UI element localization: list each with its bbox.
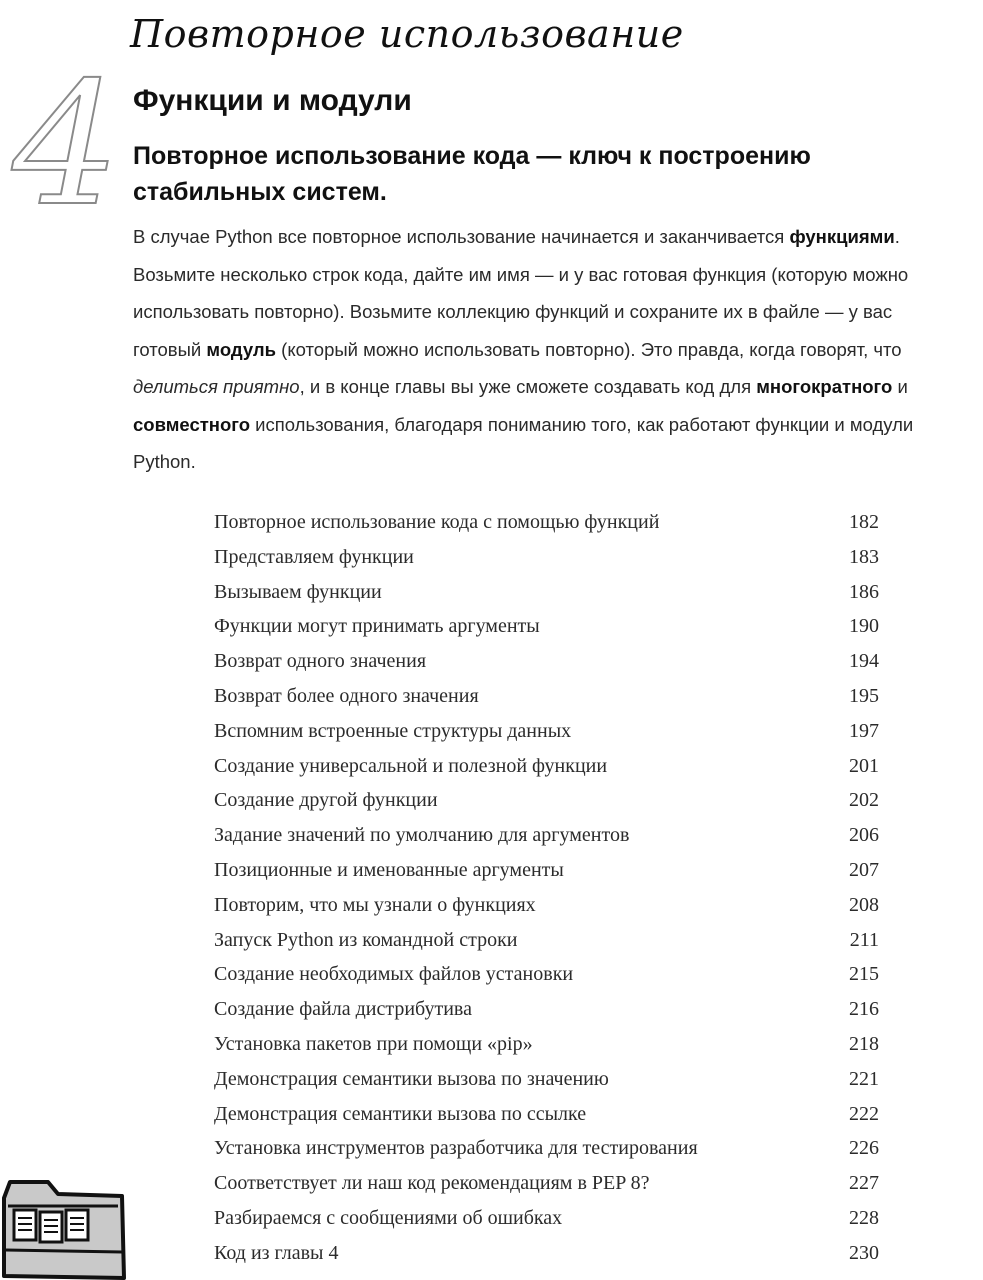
toc-entry-title: Создание необходимых файлов установки (214, 963, 574, 986)
toc-entry (214, 1201, 879, 1236)
toc-entry (214, 888, 879, 923)
toc-entry (214, 1131, 879, 1166)
toc-entry (214, 783, 879, 818)
intro-bold-shared: совместного (133, 413, 251, 435)
toc-entry-page: 201 (849, 754, 879, 777)
toc-entry (214, 1097, 879, 1132)
toc-entry-page: 194 (849, 650, 879, 673)
intro-text: и (892, 376, 908, 397)
toc-entry-title: Демонстрация семантики вызова по значению (214, 1067, 609, 1090)
toc-entry-title: Возврат одного значения (214, 650, 427, 673)
toc-entry-page: 228 (849, 1206, 879, 1229)
intro-text: использования, благодаря пониманию того, как работают функции и модули Python. (133, 413, 914, 472)
toc-entry (214, 575, 879, 610)
intro-text: , и в конце главы вы уже сможете создавать код для (299, 376, 757, 397)
toc-entry-page: 207 (849, 858, 879, 881)
intro-italic-share: делиться приятно (133, 376, 300, 397)
intro-text: (который можно использовать повторно). Это правда, когда говорят, что (276, 338, 902, 360)
toc-entry (214, 505, 879, 540)
toc-entry (214, 540, 879, 575)
toc-entry (214, 923, 879, 958)
toc-entry (214, 1062, 879, 1097)
toc-entry-page: 197 (849, 719, 879, 742)
toc-entry (214, 644, 879, 679)
toc-entry (214, 1236, 879, 1271)
section-title: Повторное использование (130, 12, 684, 56)
toc-entry-page: 221 (849, 1067, 879, 1090)
toc-entry-page: 215 (849, 963, 879, 986)
toc-entry (214, 749, 879, 784)
toc-entry-title: Установка пакетов при помощи «pip» (214, 1032, 533, 1055)
toc-entry-page: 216 (849, 998, 879, 1021)
toc-entry-page: 186 (849, 580, 879, 603)
toc-entry-page: 190 (849, 615, 879, 638)
chapter-title: Функции и модули (133, 84, 412, 117)
toc-entry-title: Разбираемся с сообщениями об ошибках (214, 1206, 563, 1229)
toc-entry-page: 218 (849, 1032, 879, 1055)
toc-entry-title: Код из главы 4 (214, 1241, 339, 1264)
toc-entry-page: 195 (849, 684, 879, 707)
toc-entry-page: 202 (849, 789, 879, 812)
table-of-contents (214, 505, 879, 1271)
toc-entry (214, 957, 879, 992)
toc-entry-page: 222 (849, 1102, 879, 1125)
toc-entry-page: 226 (849, 1137, 879, 1160)
toc-entry-title: Установка инструментов разработчика для тестирования (214, 1137, 698, 1160)
chapter-number: 4 (12, 46, 121, 244)
toc-entry-page: 206 (849, 824, 879, 847)
toc-entry-title: Создание файла дистрибутива (214, 998, 472, 1021)
toc-entry-title: Возврат более одного значения (214, 684, 479, 707)
toc-entry (214, 818, 879, 853)
toc-entry (214, 609, 879, 644)
intro-bold-reuse: многократного (756, 376, 893, 397)
toc-entry-title: Создание универсальной и полезной функции (214, 754, 608, 777)
toc-entry-title: Повторим, что мы узнали о функциях (214, 893, 536, 916)
toc-entry (214, 992, 879, 1027)
toc-entry (214, 1027, 879, 1062)
toc-entry (214, 679, 879, 714)
toc-entry-title: Вспомним встроенные структуры данных (214, 719, 572, 742)
toc-entry-title: Создание другой функции (214, 789, 438, 812)
toc-entry-page: 208 (849, 893, 879, 916)
toc-entry (214, 853, 879, 888)
intro-bold-module: модуль (206, 338, 277, 360)
toc-entry-page: 183 (849, 545, 879, 568)
toc-entry-title: Представляем функции (214, 545, 414, 568)
intro-text: В случае Python все повторное использование начинается и заканчивается (133, 226, 790, 247)
toc-entry-title: Функции могут принимать аргументы (214, 615, 540, 638)
toc-entry-title: Повторное использование кода с помощью функций (214, 511, 660, 533)
toc-entry-page: 182 (849, 511, 879, 533)
folder-with-files-icon (0, 1166, 128, 1280)
toc-entry-title: Вызываем функции (214, 580, 382, 603)
toc-entry-page: 211 (849, 928, 879, 951)
toc-entry (214, 1166, 879, 1201)
toc-entry-title: Демонстрация семантики вызова по ссылке (214, 1102, 587, 1125)
intro-bold-functions: функциями (789, 226, 895, 247)
toc-entry-title: Соответствует ли наш код рекомендациям в PEP 8? (214, 1172, 650, 1195)
toc-entry-title: Задание значений по умолчанию для аргументов (214, 824, 630, 847)
chapter-subtitle: Повторное использование кода — ключ к построению стабильных систем. (133, 142, 811, 206)
toc-entry-page: 227 (849, 1172, 879, 1195)
toc-entry-page: 230 (849, 1241, 879, 1264)
toc-entry-title: Запуск Python из командной строки (214, 928, 518, 951)
intro-paragraph (133, 218, 953, 481)
toc-entry-title: Позиционные и именованные аргументы (214, 858, 564, 881)
intro-text: . Возьмите несколько строк кода, дайте им имя — и у вас готовая функция (которую можно использовать повторно). Возьмите коллекцию функций и сохраните их в файле — у вас готовый (133, 226, 909, 360)
toc-entry (214, 714, 879, 749)
